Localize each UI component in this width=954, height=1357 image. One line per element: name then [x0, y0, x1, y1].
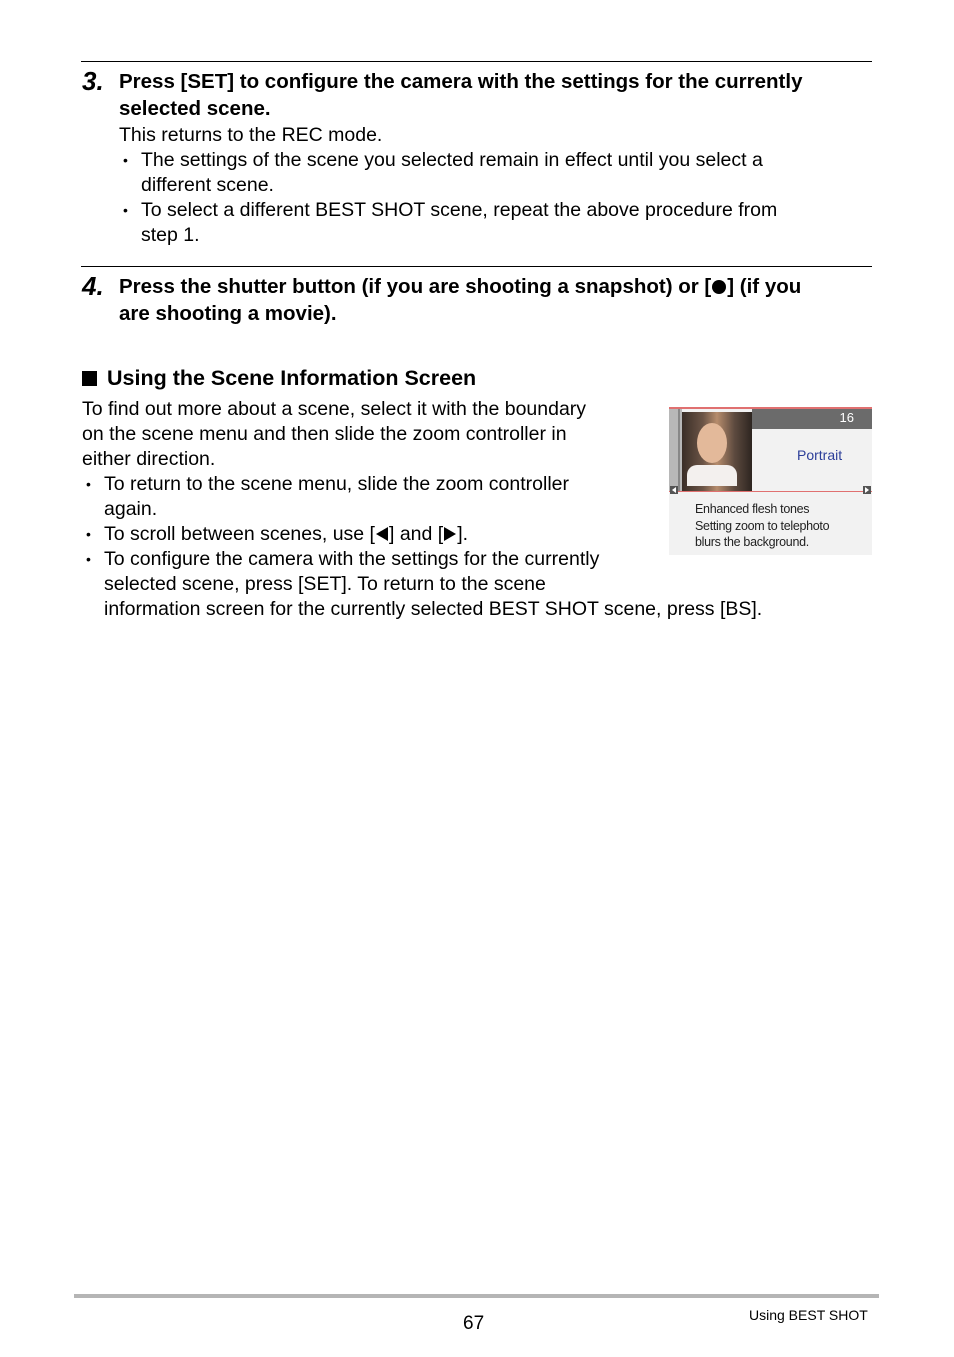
footer-divider — [74, 1294, 879, 1298]
section-intro: To find out more about a scene, select it with the boundary on the scene menu and then slide the zoom controller in either direction. — [82, 398, 587, 470]
step4-title — [119, 273, 879, 327]
portrait-shirt — [687, 465, 737, 486]
footer-section-label: Using BEST SHOT — [749, 1307, 868, 1323]
scene-nav-bar — [669, 486, 872, 496]
portrait-photo — [682, 412, 752, 491]
step3-title-line1: Press [SET] to configure the camera with the settings for the currently — [119, 70, 803, 93]
left-arrow-icon — [376, 527, 388, 541]
portrait-face — [697, 423, 727, 463]
scroll-left-icon — [670, 486, 678, 494]
step3-description: This returns to the REC mode. — [119, 124, 383, 146]
scene-description: Enhanced flesh tones Setting zoom to telephoto blurs the background. — [695, 502, 830, 549]
scene-number: 16 — [839, 410, 854, 425]
camera-scene-info-screen — [669, 407, 872, 555]
scene-number-bar — [752, 407, 872, 429]
step4-divider — [81, 266, 872, 267]
scene-menu-edge — [669, 407, 682, 491]
section-bullet-2: • To scroll between scenes, use [ ] and [ ]. — [82, 522, 468, 547]
step3-bullet-1: • The settings of the scene you selected remain in effect until you select a different scene. — [119, 148, 763, 198]
step3-number: 3. — [82, 66, 104, 96]
square-bullet-icon — [82, 371, 97, 386]
step3-divider — [81, 61, 872, 62]
selection-border-top — [669, 407, 872, 409]
section-bullet-1: • To return to the scene menu, slide the zoom controller again. — [82, 472, 569, 522]
step4-title-line2: are shooting a movie). — [119, 302, 337, 325]
step4-title-line1: Press the shutter button (if you are shooting a snapshot) or [ ] (if you — [119, 275, 802, 298]
step4-number: 4. — [82, 271, 104, 301]
section-bullet-3: • To configure the camera with the settings for the currently selected scene, press [SET]. To return to the scene information screen for the currently selected BEST SHOT scene, press [BS]. — [82, 547, 762, 622]
scroll-right-icon — [863, 486, 871, 494]
step3-title — [119, 68, 879, 122]
step3-bullet-2: • To select a different BEST SHOT scene, repeat the above procedure from step 1. — [119, 198, 777, 248]
page-number: 67 — [463, 1313, 485, 1334]
section-heading: Using the Scene Information Screen — [82, 366, 476, 391]
scene-name: Portrait — [797, 447, 843, 463]
right-arrow-icon — [444, 527, 456, 541]
movie-record-icon — [712, 280, 726, 294]
step3-title-line2: selected scene. — [119, 97, 271, 120]
